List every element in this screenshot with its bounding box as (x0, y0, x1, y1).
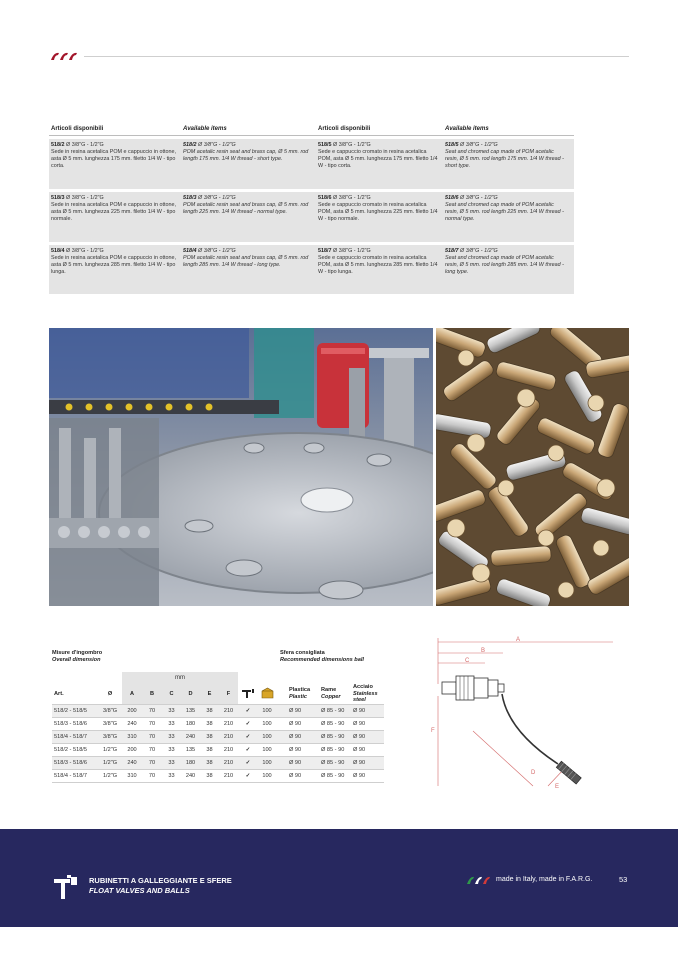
article-spec-en: Ø 3/8"G - 1/2"G (460, 142, 498, 148)
cell-c: 33 (162, 757, 181, 770)
cell-steel: Ø 90 (353, 770, 384, 783)
cell-a: 240 (122, 718, 142, 731)
assembly-machine-photo (49, 328, 433, 606)
article-row (316, 245, 574, 294)
mm-unit-band: mm (122, 672, 238, 684)
article-code: 518/7 (318, 248, 332, 254)
dimensions-title-en: Overall dimension (52, 656, 101, 663)
float-valve-diagram (428, 636, 628, 796)
check-icon: ✓ (238, 770, 258, 783)
articles-header-en: Available items (183, 125, 227, 132)
cell-copper: Ø 85 - 90 (321, 757, 353, 770)
cell-a: 310 (122, 770, 142, 783)
dimensions-table (52, 684, 384, 783)
cell-b: 70 (142, 757, 162, 770)
col-e: E (200, 684, 219, 705)
articles-header-en: Available items (445, 125, 489, 132)
article-spec-en: Ø 3/8"G - 1/2"G (460, 248, 498, 254)
header-rule (84, 56, 629, 57)
dim-label-e: E (555, 784, 560, 790)
cell-c: 33 (162, 770, 181, 783)
articles-table-left (49, 124, 317, 294)
table-row (52, 731, 384, 744)
cell-art: 518/3 - 518/6 (52, 757, 98, 770)
col-b: B (142, 684, 162, 705)
cell-plastic: Ø 90 (289, 770, 321, 783)
article-row (49, 139, 317, 189)
articles-table-right (316, 124, 574, 294)
cell-spacer (276, 705, 289, 718)
cell-plastic: Ø 90 (289, 731, 321, 744)
table-row (52, 744, 384, 757)
article-desc-en: POM acetalic resin seat and brass cap, Ø 5 mm. rod length 285 mm. 1/4 W thread - long type. (183, 255, 309, 269)
article-spec-en: Ø 3/8"G - 1/2"G (198, 142, 236, 148)
cell-qty: 100 (258, 744, 276, 757)
dimensions-heading (52, 650, 102, 663)
cell-copper: Ø 85 - 90 (321, 718, 353, 731)
cell-f: 210 (219, 731, 238, 744)
cell-f: 210 (219, 757, 238, 770)
cell-copper: Ø 85 - 90 (321, 744, 353, 757)
cell-f: 210 (219, 718, 238, 731)
article-code: 518/5 (318, 142, 332, 148)
box-icon (258, 684, 276, 705)
ball-heading (280, 650, 364, 663)
cell-a: 200 (122, 705, 142, 718)
cell-plastic: Ø 90 (289, 757, 321, 770)
article-desc-it: Sede in resina acetalica POM e cappuccio in ottone, asta Ø 5 mm. lunghezza 285 mm. filetto 1/4 W - tipo lunga. (51, 255, 176, 276)
cell-spacer (276, 744, 289, 757)
footer-title (89, 876, 232, 896)
article-desc-en: Seat and chromed cap made of POM acetalic resin, Ø 5 mm. rod length 175 mm. 1/4 W thread - short type. (445, 149, 564, 170)
cell-f: 210 (219, 705, 238, 718)
cell-a: 240 (122, 757, 142, 770)
article-code-en: 518/3 (183, 195, 197, 201)
article-desc-en: Seat and chromed cap made of POM acetalic resin, Ø 5 mm. rod length 285 mm. 1/4 W thread - long type. (445, 255, 564, 276)
cell-a: 310 (122, 731, 142, 744)
page-number: 53 (619, 875, 628, 884)
check-icon: ✓ (238, 744, 258, 757)
cell-f: 210 (219, 744, 238, 757)
article-code-en: 518/4 (183, 248, 197, 254)
cell-d: 180 (181, 718, 200, 731)
col-plastic (289, 684, 321, 705)
faucet-icon (238, 684, 258, 705)
dim-label-a: A (516, 637, 521, 643)
float-valve-icon (52, 873, 80, 901)
articles-header (49, 124, 317, 136)
cell-copper: Ø 85 - 90 (321, 731, 353, 744)
plastic-it: Plastica (289, 687, 311, 694)
cell-dia: 3/8"G (98, 731, 122, 744)
article-desc-it: Sede in resina acetalica POM e cappuccio in ottone, asta Ø 5 mm. lunghezza 175 mm. filetto 1/4 W - tipo corta. (51, 149, 176, 170)
cell-d: 240 (181, 731, 200, 744)
article-desc-it: Sede in resina acetalica POM e cappuccio in ottone, asta Ø 5 mm. lunghezza 225 mm. filetto 1/4 W - tipo normale. (51, 202, 176, 223)
cell-plastic: Ø 90 (289, 705, 321, 718)
copper-en: Copper (321, 694, 341, 701)
cell-art: 518/4 - 518/7 (52, 731, 98, 744)
brand-marks-icon (466, 875, 492, 885)
article-code: 518/6 (318, 195, 332, 201)
col-c: C (162, 684, 181, 705)
check-icon: ✓ (238, 731, 258, 744)
table-row (52, 705, 384, 718)
cell-b: 70 (142, 705, 162, 718)
article-row (316, 192, 574, 242)
article-spec: Ø 3/8"G - 1/2"G (66, 248, 104, 254)
ball-title-it: Sfera consigliata (280, 650, 325, 656)
dimensions-header-row (52, 684, 384, 705)
dim-label-f: F (431, 728, 435, 734)
cell-b: 70 (142, 770, 162, 783)
cell-b: 70 (142, 744, 162, 757)
cell-b: 70 (142, 718, 162, 731)
cell-plastic: Ø 90 (289, 718, 321, 731)
cell-dia: 1/2"G (98, 770, 122, 783)
cell-e: 38 (200, 718, 219, 731)
cell-steel: Ø 90 (353, 757, 384, 770)
dim-label-d: D (531, 770, 536, 776)
check-icon: ✓ (238, 705, 258, 718)
steel-en: Stainless steel (353, 690, 378, 704)
article-spec: Ø 3/8"G - 1/2"G (66, 142, 104, 148)
footer-title-en: FLOAT VALVES AND BALLS (89, 886, 190, 895)
article-spec: Ø 3/8"G - 1/2"G (333, 248, 371, 254)
cell-qty: 100 (258, 718, 276, 731)
article-spec: Ø 3/8"G - 1/2"G (66, 195, 104, 201)
cell-e: 38 (200, 744, 219, 757)
brass-parts-photo (436, 328, 629, 606)
article-row (316, 139, 574, 189)
col-steel (353, 684, 384, 705)
cell-steel: Ø 90 (353, 718, 384, 731)
cell-c: 33 (162, 718, 181, 731)
cell-steel: Ø 90 (353, 744, 384, 757)
dim-label-c: C (465, 658, 470, 664)
article-desc-en: POM acetalic resin seat and brass cap, Ø 5 mm. rod length 175 mm. 1/4 W thread - short type. (183, 149, 309, 163)
article-spec-en: Ø 3/8"G - 1/2"G (198, 248, 236, 254)
col-f: F (219, 684, 238, 705)
article-spec: Ø 3/8"G - 1/2"G (333, 195, 371, 201)
cell-dia: 3/8"G (98, 705, 122, 718)
cell-art: 518/2 - 518/5 (52, 705, 98, 718)
cell-d: 180 (181, 757, 200, 770)
footer-band (0, 829, 678, 927)
cell-qty: 100 (258, 770, 276, 783)
check-icon: ✓ (238, 718, 258, 731)
cell-dia: 1/2"G (98, 744, 122, 757)
cell-spacer (276, 718, 289, 731)
brand-marks-icon (50, 51, 78, 61)
article-code-en: 518/5 (445, 142, 459, 148)
cell-a: 200 (122, 744, 142, 757)
cell-f: 210 (219, 770, 238, 783)
check-icon: ✓ (238, 757, 258, 770)
copper-it: Rame (321, 687, 337, 694)
cell-spacer (276, 731, 289, 744)
plastic-en: Plastic (289, 694, 308, 701)
article-desc-en: POM acetalic resin seat and brass cap, Ø 5 mm. rod length 225 mm. 1/4 W thread - normal type. (183, 202, 309, 216)
footer-title-it: RUBINETTI A GALLEGGIANTE E SFERE (89, 876, 232, 885)
steel-it: Acciaio (353, 684, 373, 690)
article-desc-en: Seat and chromed cap made of POM acetalic resin, Ø 5 mm. rod length 225 mm. 1/4 W thread - normal type. (445, 202, 564, 223)
article-code-en: 518/7 (445, 248, 459, 254)
cell-spacer (276, 770, 289, 783)
dim-label-b: B (481, 648, 486, 654)
article-code: 518/4 (51, 248, 65, 254)
article-row (49, 245, 317, 294)
cell-e: 38 (200, 705, 219, 718)
cell-art: 518/4 - 518/7 (52, 770, 98, 783)
col-a: A (122, 684, 142, 705)
col-copper (321, 684, 353, 705)
cell-e: 38 (200, 770, 219, 783)
articles-header-it: Articoli disponibili (51, 125, 104, 132)
table-row (52, 757, 384, 770)
article-code: 518/2 (51, 142, 65, 148)
cell-dia: 1/2"G (98, 757, 122, 770)
articles-header-it: Articoli disponibili (318, 125, 371, 132)
ball-title-en: Recommended dimensions ball (280, 656, 364, 663)
article-code-en: 518/6 (445, 195, 459, 201)
cell-steel: Ø 90 (353, 731, 384, 744)
cell-qty: 100 (258, 757, 276, 770)
article-desc-it: Sede e cappuccio cromato in resina acetalica POM, asta Ø 5 mm. lunghezza 285 mm. filetto 1/4 W - tipo lunga. (318, 255, 438, 276)
cell-plastic: Ø 90 (289, 744, 321, 757)
cell-c: 33 (162, 705, 181, 718)
cell-e: 38 (200, 731, 219, 744)
col-art: Art. (54, 690, 64, 697)
cell-art: 518/2 - 518/5 (52, 744, 98, 757)
article-desc-it: Sede e cappuccio cromato in resina acetalica POM, asta Ø 5 mm. lunghezza 225 mm. filetto 1/4 W - tipo normale. (318, 202, 438, 223)
article-spec: Ø 3/8"G - 1/2"G (333, 142, 371, 148)
article-code: 518/3 (51, 195, 65, 201)
cell-copper: Ø 85 - 90 (321, 705, 353, 718)
article-spec-en: Ø 3/8"G - 1/2"G (198, 195, 236, 201)
made-in-text: made in Italy, made in F.A.R.G. (496, 876, 593, 883)
dimensions-title-it: Misure d'ingombro (52, 650, 103, 656)
article-desc-it: Sede e cappuccio cromato in resina acetalica POM, asta Ø 5 mm. lunghezza 175 mm. filetto 1/4 W - tipo corta. (318, 149, 438, 170)
table-row (52, 770, 384, 783)
cell-copper: Ø 85 - 90 (321, 770, 353, 783)
cell-d: 135 (181, 744, 200, 757)
cell-spacer (276, 757, 289, 770)
articles-header (316, 124, 574, 136)
cell-d: 240 (181, 770, 200, 783)
cell-qty: 100 (258, 705, 276, 718)
article-row (49, 192, 317, 242)
article-code-en: 518/2 (183, 142, 197, 148)
cell-c: 33 (162, 744, 181, 757)
cell-e: 38 (200, 757, 219, 770)
col-diameter: Ø (107, 690, 113, 697)
cell-steel: Ø 90 (353, 705, 384, 718)
table-row (52, 718, 384, 731)
article-spec-en: Ø 3/8"G - 1/2"G (460, 195, 498, 201)
cell-d: 135 (181, 705, 200, 718)
cell-c: 33 (162, 731, 181, 744)
cell-qty: 100 (258, 731, 276, 744)
cell-art: 518/3 - 518/6 (52, 718, 98, 731)
col-d: D (181, 684, 200, 705)
cell-dia: 3/8"G (98, 718, 122, 731)
cell-b: 70 (142, 731, 162, 744)
spacer-col (276, 684, 289, 705)
